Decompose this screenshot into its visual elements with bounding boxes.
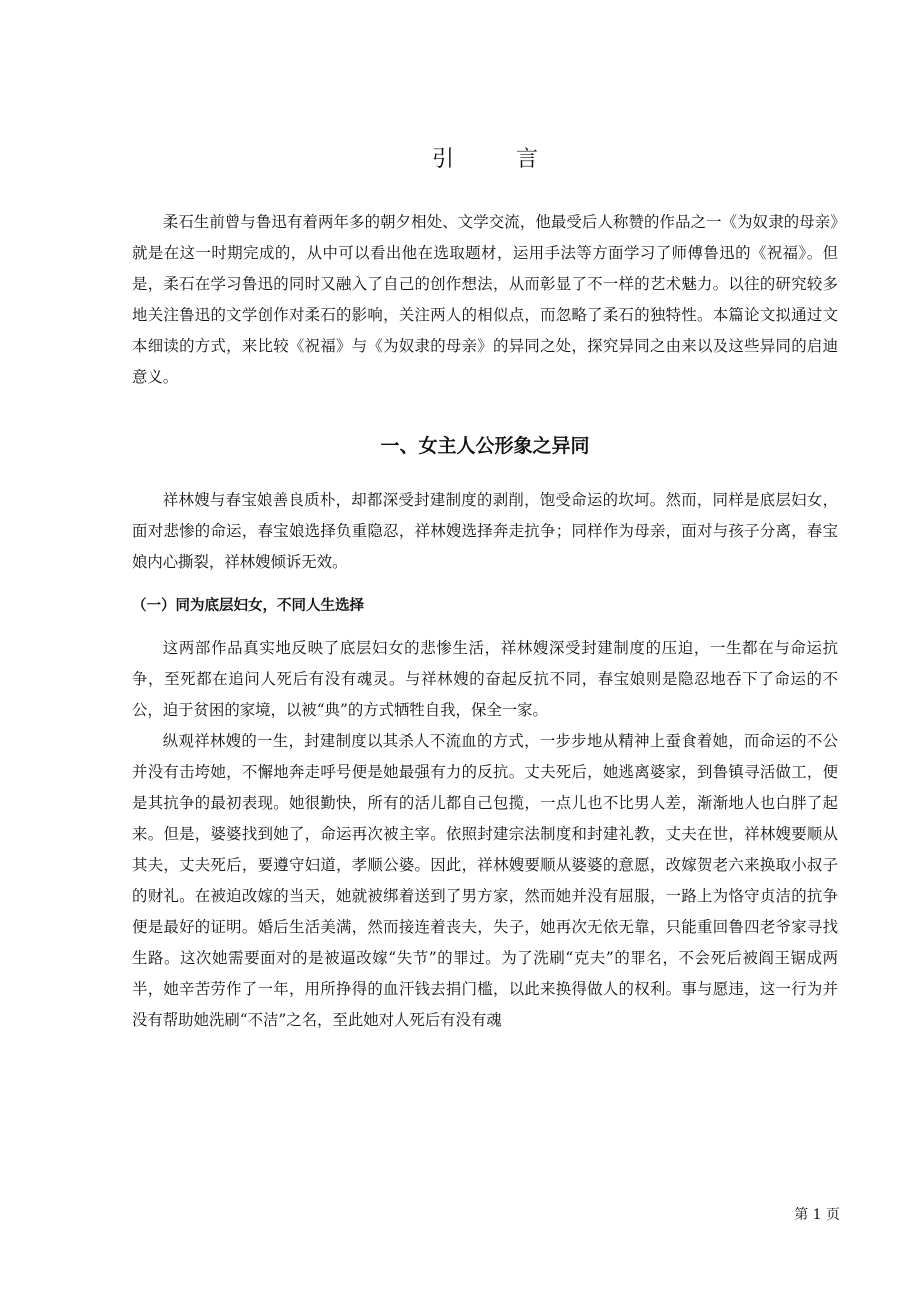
subsection-heading: （一）同为底层妇女，不同人生选择 xyxy=(132,598,364,614)
document-body xyxy=(132,140,838,1036)
section-heading: 一、女主人公形象之异同 xyxy=(380,435,590,457)
intro-paragraph: 柔石生前曾与鲁迅有着两年多的朝夕相处、文学交流，他最受后人称赞的作品之一《为奴隶的母亲》就是在这一时期完成的，从中可以看出他在选取题材，运用手法等方面学习了师傅鲁迅的《祝福》。但是，柔石在学习鲁迅的同时又融入了自己的创作想法，从而彰显了不一样的艺术魅力。以往的研究较多地关注鲁迅的文学创作对柔石的影响，关注两人的相似点，而忽略了柔石的独特性。本篇论文拟通过文本细读的方式，来比较《祝福》与《为奴隶的母亲》的异同之处，探究异同之由来以及这些异同的启迪意义。 xyxy=(132,213,838,386)
body-paragraph: 这两部作品真实地反映了底层妇女的悲惨生活，祥林嫂深受封建制度的压迫，一生都在与命运抗争，至死都在追问人死后有没有魂灵。与祥林嫂的奋起反抗不同，春宝娘则是隐忍地吞下了命运的不公，迫于贫困的家境，以被“典”的方式牺牲自我，保全一家。 xyxy=(132,639,838,719)
section-paragraph: 祥林嫂与春宝娘善良质朴，却都深受封建制度的剥削，饱受命运的坎坷。然而，同样是底层妇女，面对悲惨的命运，春宝娘选择负重隐忍，祥林嫂选择奔走抗争；同样作为母亲，面对与孩子分离，春宝娘内心撕裂，祥林嫂倾诉无效。 xyxy=(132,491,838,571)
page-title: 引 言 xyxy=(431,147,558,172)
body-paragraph: 纵观祥林嫂的一生，封建制度以其杀人不流血的方式，一步步地从精神上蚕食着她，而命运的不公并没有击垮她，不懈地奔走呼号便是她最强有力的反抗。丈夫死后，她逃离婆家，到鲁镇寻活做工，便是其抗争的最初表现。她很勤快，所有的活儿都自己包揽，一点儿也不比男人差，渐渐地人也白胖了起来。但是，婆婆找到她了，命运再次被主宰。依照封建宗法制度和封建礼教，丈夫在世，祥林嫂要顺从其夫，丈夫死后，要遵守妇道，孝顺公婆。因此，祥林嫂要顺从婆婆的意愿，改嫁贺老六来换取小叔子的财礼。在被迫改嫁的当天，她就被绑着送到了男方家，然而她并没有屈服，一路上为恪守贞洁的抗争便是最好的证明。婚后生活美满，然而接连着丧夫，失子，她再次无依无靠，只能重回鲁四老爷家寻找生路。这次她需要面对的是被逼改嫁“失节”的罪过。为了洗刷“克夫”的罪名，不会死后被阎王锯成两半，她辛苦劳作了一年，用所挣得的血汗钱去捐门槛，以此来换得做人的权利。事与愿违，这一行为并没有帮助她洗刷“不洁”之名，至此她对人死后有没有魂 xyxy=(132,732,838,1029)
page-number: 第 1 页 xyxy=(794,1207,840,1223)
